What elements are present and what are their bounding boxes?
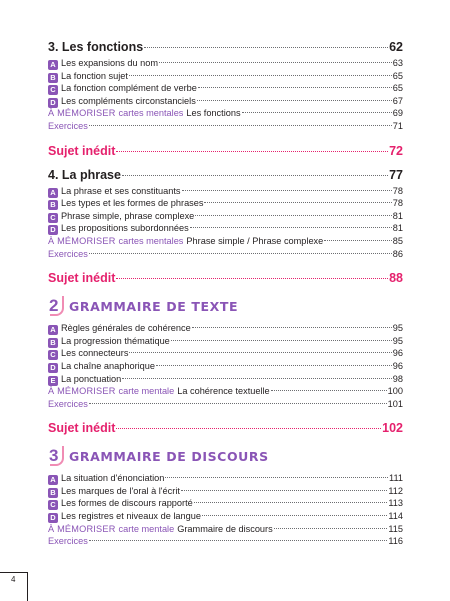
leader-dots [181, 490, 387, 491]
leader-dots [242, 112, 392, 113]
entry-label: La chaîne anaphorique [61, 360, 155, 371]
footer-rule [0, 572, 28, 573]
toc-entry[interactable] [48, 96, 403, 109]
exercises-entry[interactable] [48, 399, 403, 412]
toc-entry[interactable] [48, 486, 403, 499]
badge-a: A [48, 475, 58, 485]
toc-entry[interactable] [48, 336, 403, 349]
leader-dots [165, 477, 388, 478]
toc-entry[interactable] [48, 361, 403, 374]
leader-dots [156, 365, 392, 366]
exercises-label: Exercices [48, 248, 88, 259]
memo-entry[interactable] [48, 236, 403, 249]
badge-d: D [48, 225, 58, 235]
entry-page: 69 [392, 108, 403, 119]
leader-dots [89, 540, 388, 541]
entry-page: 65 [392, 83, 403, 94]
chapter-heading[interactable] [48, 168, 403, 186]
toc-entry[interactable] [48, 223, 403, 236]
entry-page: 101 [387, 398, 403, 409]
leader-dots [274, 528, 388, 529]
sujet-inedit-entry[interactable] [48, 421, 403, 439]
entry-label: La fonction complément de verbe [61, 83, 197, 94]
toc-entry[interactable] [48, 498, 403, 511]
memo-title: Les fonctions [186, 108, 241, 119]
leader-dots [324, 240, 392, 241]
sujet-page: 72 [389, 143, 403, 158]
leader-dots [116, 278, 388, 279]
entry-page: 85 [392, 235, 403, 246]
entry-page: 81 [392, 210, 403, 221]
memo-sub: carte mentale [118, 386, 175, 397]
badge-a: A [48, 60, 58, 70]
entry-label: Phrase simple, phrase complexe [61, 210, 195, 221]
badge-c: C [48, 500, 58, 510]
entry-page: 81 [392, 223, 403, 234]
leader-dots [182, 190, 392, 191]
bracket-ornament [50, 296, 64, 316]
leader-dots [190, 227, 392, 228]
entry-label: La progression thématique [61, 335, 170, 346]
leader-dots [198, 87, 392, 88]
badge-c: C [48, 213, 58, 223]
badge-d: D [48, 513, 58, 523]
memo-entry[interactable] [48, 386, 403, 399]
leader-dots [116, 428, 381, 429]
bracket-ornament [50, 446, 64, 466]
entry-page: 63 [392, 58, 403, 68]
leader-dots [192, 327, 392, 328]
chapter-heading[interactable] [48, 40, 403, 58]
memo-title: Phrase simple / Phrase complexe [186, 235, 324, 246]
badge-b: B [48, 488, 58, 498]
memo-label: À MÉMORISER [48, 235, 116, 246]
memo-entry[interactable] [48, 108, 403, 121]
exercises-label: Exercices [48, 536, 88, 547]
badge-a: A [48, 325, 58, 335]
leader-dots [122, 175, 388, 176]
leader-dots [204, 202, 391, 203]
entry-label: Les formes de discours rapporté [61, 498, 193, 509]
entry-label: Les compléments circonstanciels [61, 95, 196, 106]
toc-entry[interactable] [48, 511, 403, 524]
chapter-title: 3. Les fonctions [48, 40, 144, 54]
leader-dots [89, 403, 387, 404]
sujet-page: 102 [382, 421, 403, 436]
entry-label: Les expansions du nom [61, 58, 159, 68]
entry-page: 113 [388, 498, 403, 509]
entry-page: 67 [392, 95, 403, 106]
entry-label: Les types et les formes de phrases [61, 198, 204, 209]
sujet-inedit-entry[interactable] [48, 144, 403, 162]
badge-d: D [48, 363, 58, 373]
entry-page: 115 [388, 523, 403, 534]
part-title: GRAMMAIRE DE DISCOURS [69, 448, 269, 464]
entry-page: 65 [392, 70, 403, 81]
toc-entry[interactable] [48, 198, 403, 211]
leader-dots [195, 215, 391, 216]
entry-page: 78 [392, 185, 403, 196]
sujet-label: Sujet inédit [48, 421, 116, 436]
entry-page: 78 [392, 198, 403, 209]
part-number: 2 [49, 296, 59, 316]
leader-dots [159, 62, 392, 63]
entry-label: Les marques de l'oral à l'écrit [61, 485, 180, 496]
leader-dots [194, 502, 388, 503]
entry-label: La fonction sujet [61, 70, 128, 81]
memo-label: À MÉMORISER [48, 386, 116, 397]
entry-page: 100 [387, 386, 403, 397]
badge-d: D [48, 98, 58, 108]
toc-entry[interactable] [48, 473, 403, 486]
toc-entry[interactable] [48, 186, 403, 199]
page-number: 4 [11, 575, 16, 584]
toc-entry[interactable] [48, 83, 403, 96]
badge-c: C [48, 350, 58, 360]
toc-entry[interactable] [48, 323, 403, 336]
toc-entry[interactable] [48, 211, 403, 224]
entry-page: 95 [392, 323, 403, 334]
entry-page: 96 [392, 360, 403, 371]
memo-sub: carte mentale [118, 523, 175, 534]
entry-label: La ponctuation [61, 373, 122, 384]
memo-entry[interactable] [48, 524, 403, 537]
sujet-label: Sujet inédit [48, 143, 116, 158]
badge-a: A [48, 188, 58, 198]
leader-dots [122, 378, 391, 379]
badge-b: B [48, 73, 58, 83]
exercises-entry[interactable] [48, 536, 403, 549]
entry-label: La situation d'énonciation [61, 473, 165, 484]
chapter-title: 4. La phrase [48, 167, 121, 182]
entry-page: 112 [388, 485, 403, 496]
memo-title: La cohérence textuelle [177, 386, 270, 397]
entry-label: La phrase et ses constituants [61, 185, 181, 196]
leader-dots [116, 151, 388, 152]
exercises-label: Exercices [48, 120, 88, 131]
leader-dots [144, 47, 388, 48]
chapter-page: 62 [389, 40, 403, 54]
part-number-badge [48, 296, 64, 316]
sujet-inedit-entry[interactable] [48, 271, 403, 289]
entry-page: 111 [389, 473, 403, 484]
part-title: GRAMMAIRE DE TEXTE [69, 298, 239, 314]
part-number: 3 [49, 446, 59, 466]
part-heading[interactable] [48, 445, 403, 467]
entry-page: 95 [392, 335, 403, 346]
badge-e: E [48, 376, 58, 386]
toc-entry[interactable] [48, 58, 403, 71]
footer-side-rule [27, 572, 28, 601]
entry-label: Les propositions subordonnées [61, 223, 189, 234]
memo-sub: cartes mentales [118, 235, 184, 246]
entry-label: Les registres et niveaux de langue [61, 511, 201, 522]
leader-dots [89, 125, 392, 126]
memo-label: À MÉMORISER [48, 523, 116, 534]
leader-dots [129, 352, 391, 353]
sujet-page: 88 [389, 271, 403, 286]
entry-page: 96 [392, 348, 403, 359]
badge-b: B [48, 338, 58, 348]
leader-dots [129, 75, 392, 76]
sujet-label: Sujet inédit [48, 271, 116, 286]
part-heading[interactable] [48, 295, 403, 317]
memo-sub: cartes mentales [118, 108, 184, 119]
exercises-label: Exercices [48, 398, 88, 409]
leader-dots [89, 253, 392, 254]
entry-page: 98 [392, 373, 403, 384]
entry-page: 114 [388, 511, 403, 522]
leader-dots [271, 390, 387, 391]
entry-page: 86 [392, 248, 403, 259]
entry-label: Règles générales de cohérence [61, 323, 191, 334]
badge-c: C [48, 85, 58, 95]
exercises-entry[interactable] [48, 249, 403, 262]
entry-page: 116 [388, 536, 403, 547]
badge-b: B [48, 200, 58, 210]
part-number-badge [48, 446, 64, 466]
entry-label: Les connecteurs [61, 348, 129, 359]
toc-entry[interactable] [48, 71, 403, 84]
entry-page: 71 [392, 120, 403, 131]
toc-entry[interactable] [48, 348, 403, 361]
table-of-contents [48, 40, 403, 549]
exercises-entry[interactable] [48, 121, 403, 134]
leader-dots [202, 515, 387, 516]
memo-label: À MÉMORISER [48, 108, 116, 119]
leader-dots [171, 340, 392, 341]
memo-title: Grammaire de discours [177, 523, 273, 534]
leader-dots [197, 100, 392, 101]
chapter-page: 77 [389, 167, 403, 182]
toc-entry[interactable] [48, 374, 403, 387]
